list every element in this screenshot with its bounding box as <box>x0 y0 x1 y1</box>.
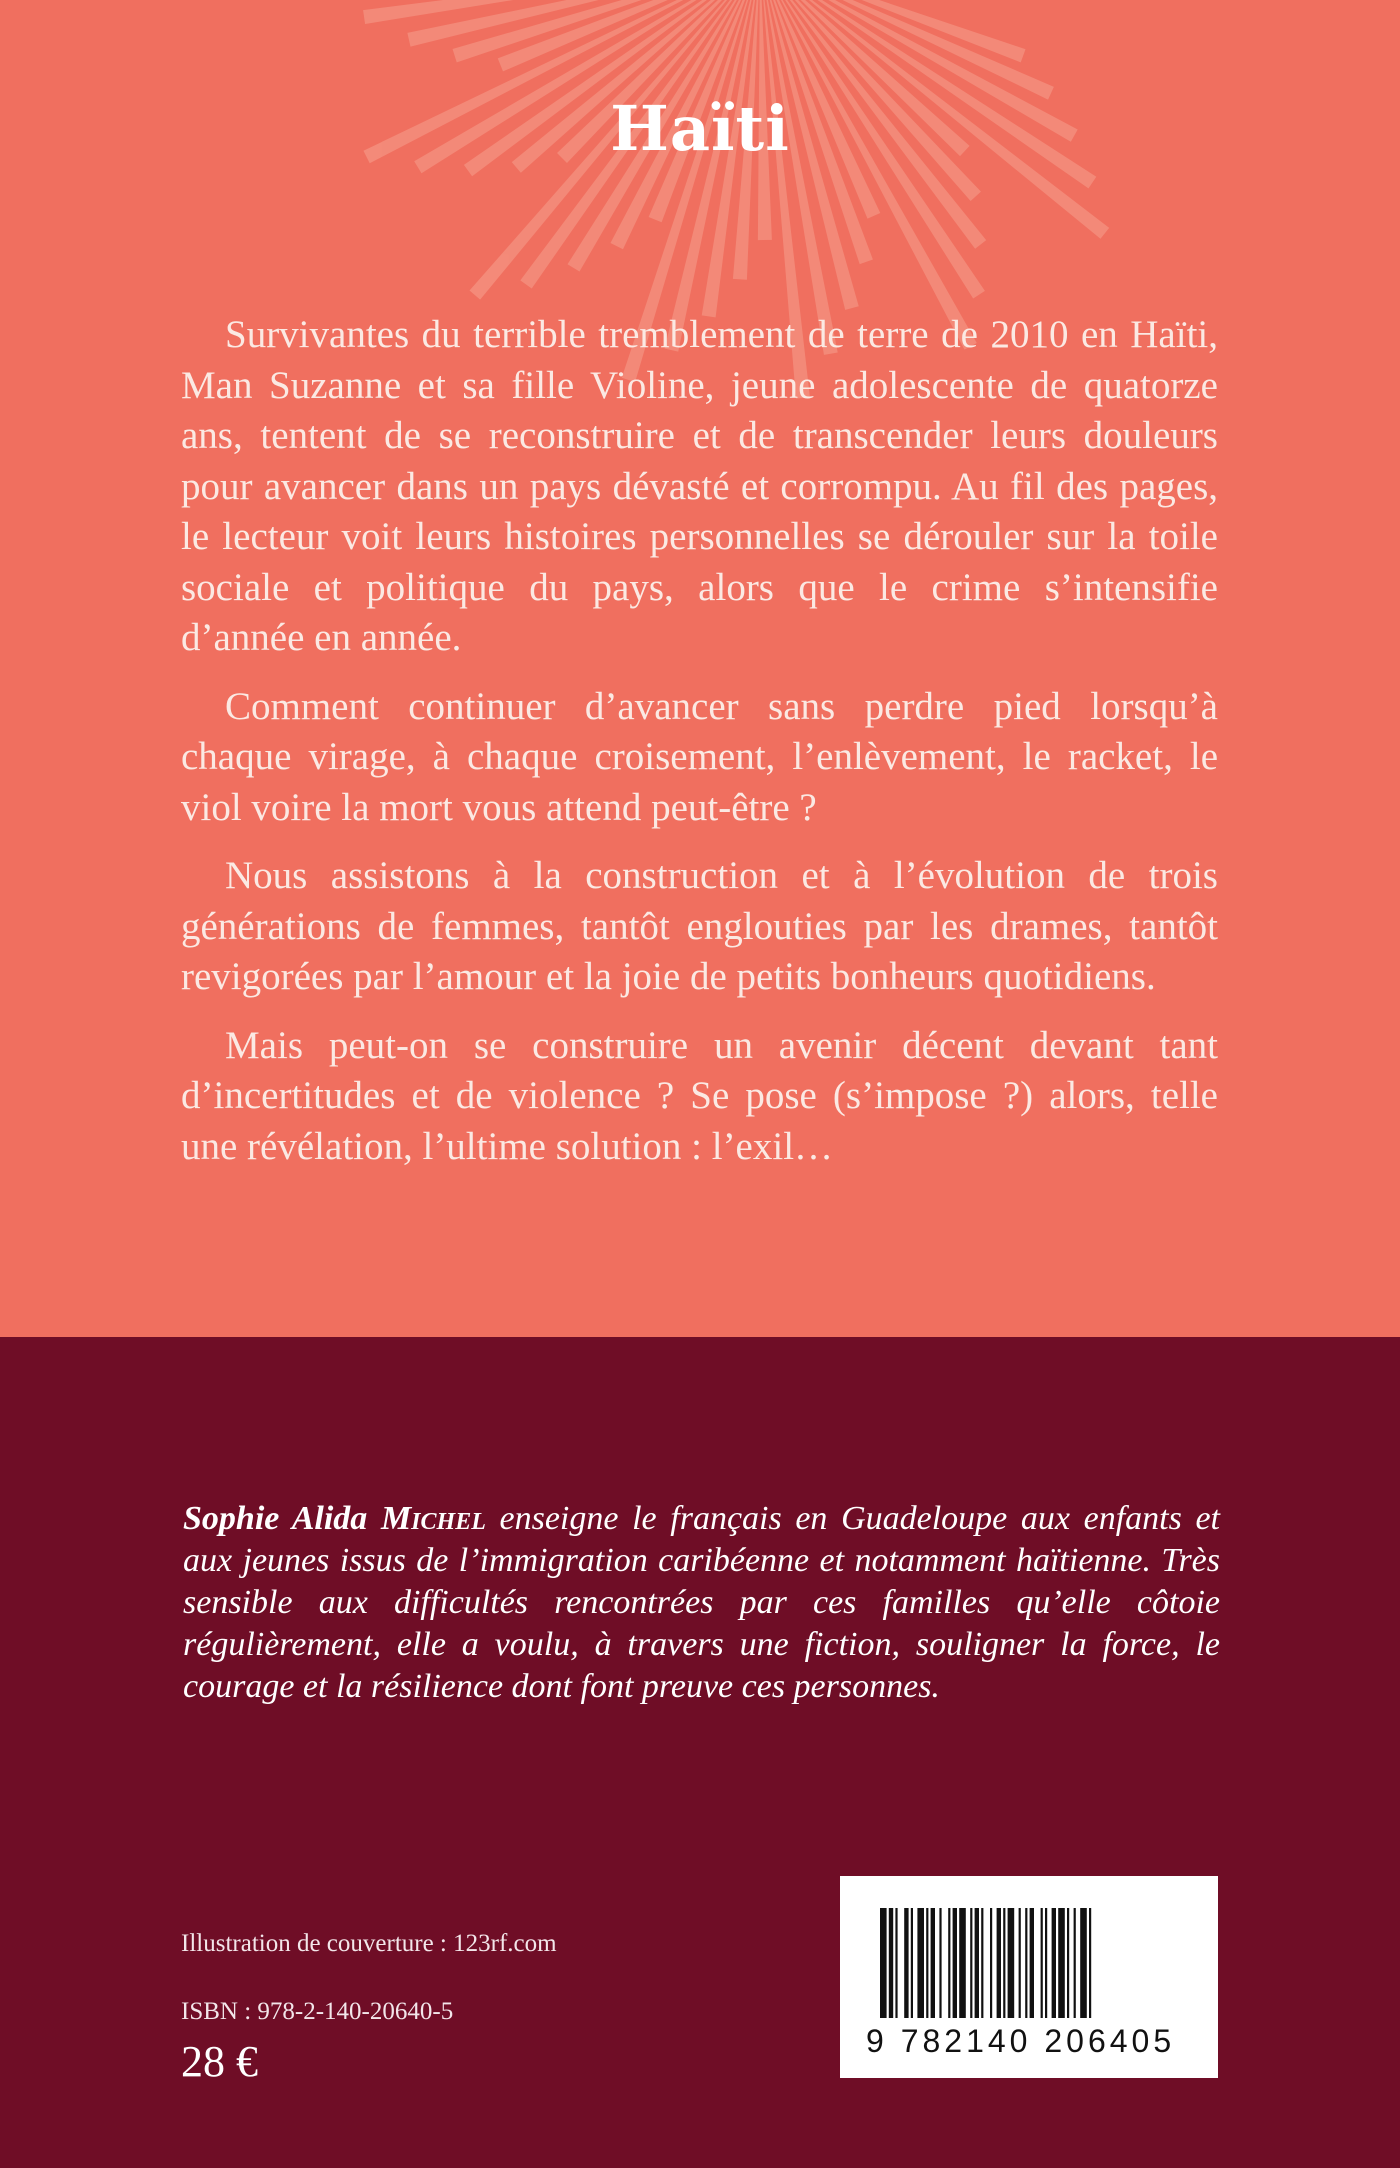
book-title: Haïti <box>610 92 790 165</box>
illustration-credit: Illustration de couverture : 123rf.com <box>181 1930 557 1957</box>
barcode-bar <box>1041 1908 1043 2018</box>
barcode-bar <box>1019 1908 1021 2018</box>
blurb-paragraph: Survivantes du terrible tremblement de terre de 2010 en Haïti, Man Suzanne et sa fille Violine, jeune adolescente de quatorze ans, tentent de se reconstruire et de transcender leurs douleurs pour avancer dans un pays dévasté et corrompu. Au fil des pages, le lecteur voit leurs histoires personnelles se dérouler sur la toile sociale et politique du pays, alors que le crime s’intensifie d’année en année. <box>181 313 1218 659</box>
barcode-bar <box>970 1908 972 2018</box>
barcode-digits: 9 782140 206405 <box>866 2023 1176 2059</box>
isbn-number: ISBN : 978-2-140-20640-5 <box>181 1998 454 2025</box>
blurb-paragraph: Nous assistons à la construction et à l’évolution de trois générations de femmes, tantôt englouties par les drames, tantôt revigorées par l’amour et la joie de petits bonheurs quotidiens. <box>181 854 1218 998</box>
author-bio-text: enseigne le français en Guadeloupe aux enfants et aux jeunes issus de l’immigration caribéenne et notamment haïtienne. Très sensible aux difficultés rencontrées par ces familles qu’elle côtoie régulièrement, elle a voulu, à travers une fiction, souligner la force, le courage et la résilience dont font preuve ces personnes. <box>183 1500 1220 1705</box>
barcode-bar <box>981 1908 983 2018</box>
barcode-bar <box>1045 1908 1047 2018</box>
barcode-bar <box>997 1908 1001 2018</box>
barcode-bar <box>1025 1908 1027 2018</box>
barcode-bar <box>990 1908 992 2018</box>
barcode-bar <box>889 1908 893 2018</box>
barcode-bar <box>931 1908 935 2018</box>
barcode-bar <box>1074 1908 1076 2018</box>
barcode-bar <box>895 1908 897 2018</box>
barcode-bar <box>1052 1908 1056 2018</box>
blurb-paragraph: Comment continuer d’avancer sans perdre pied lorsqu’à chaque virage, à chaque croisement, l’enlèvement, le racket, le viol voire la mort vous attend peut-être ? <box>181 684 1218 829</box>
barcode-bar <box>1008 1908 1015 2018</box>
barcode-bar <box>1030 1908 1034 2018</box>
barcode-bar <box>926 1908 928 2018</box>
barcode-bar <box>904 1908 908 2018</box>
barcode-bar <box>948 1908 950 2018</box>
barcode-bar <box>1003 1908 1005 2018</box>
author-last-name: Michel <box>380 1500 486 1537</box>
barcode-bar <box>880 1908 887 2018</box>
author-first-name: Sophie Alida <box>183 1500 368 1537</box>
barcode-bar <box>1067 1908 1069 2018</box>
author-bio <box>183 1498 1220 1708</box>
price: 28 € <box>181 2037 258 2086</box>
barcode-bar <box>975 1908 979 2018</box>
author-name <box>183 1500 486 1537</box>
blurb-paragraph: Mais peut-on se construire un avenir décent devant tant d’incertitudes et de violence ? Se pose (s’impose ?) alors, telle une révélation, l’ultime solution : l’exil… <box>181 1023 1218 1168</box>
barcode-bar <box>917 1908 924 2018</box>
barcode-bar <box>911 1908 913 2018</box>
barcode <box>840 1876 1218 2078</box>
barcode-bar <box>1058 1908 1065 2018</box>
barcode-bar <box>1080 1908 1087 2018</box>
barcode-bar <box>959 1908 966 2018</box>
barcode-bar <box>953 1908 957 2018</box>
book-blurb <box>181 310 1218 1190</box>
barcode-bar <box>939 1908 941 2018</box>
barcode-bar <box>1089 1908 1091 2018</box>
